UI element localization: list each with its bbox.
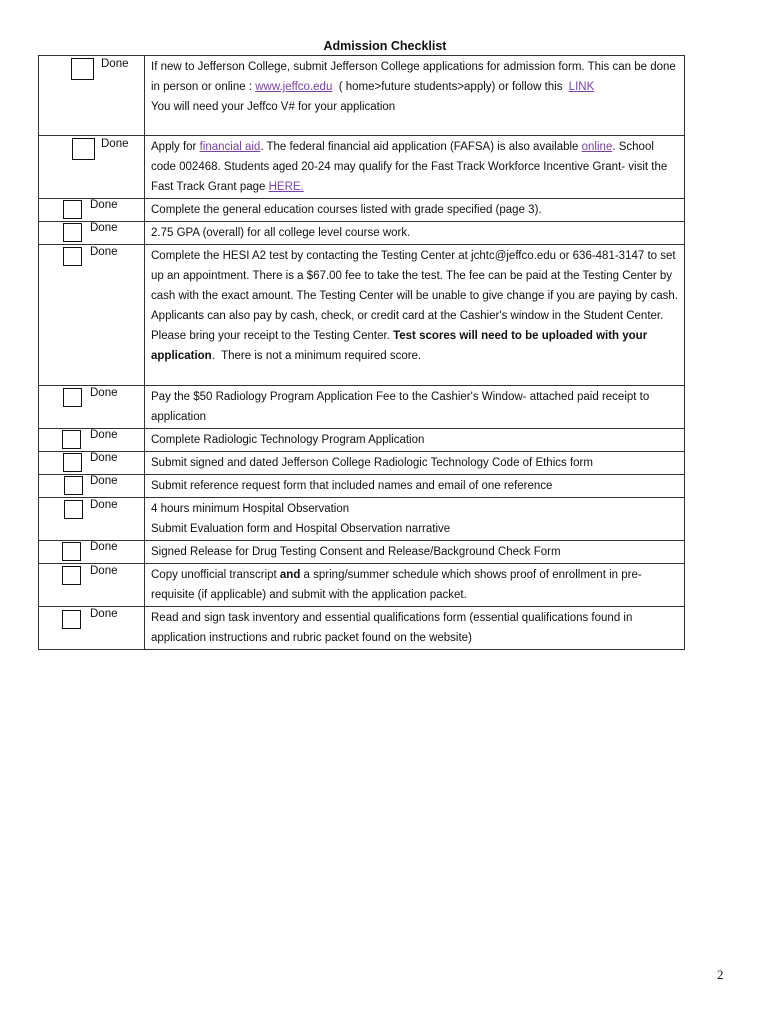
done-label: Done — [90, 387, 118, 399]
checkbox[interactable] — [63, 223, 82, 242]
jeffco-website-link[interactable]: www.jeffco.edu — [255, 81, 333, 93]
done-label: Done — [90, 608, 118, 620]
item-description: Pay the $50 Radiology Program Application Fee to the Cashier's Window- attached paid receipt to application — [145, 386, 685, 429]
checkbox[interactable] — [63, 453, 82, 472]
item-description: Complete Radiologic Technology Program Application — [145, 429, 685, 452]
item-description: Complete the HESI A2 test by contacting the Testing Center at jchtc@jeffco.edu or 636-481-3147 to set up an appointment. There is a $67.00 fee to take the test. The fee can be paid at the Testing Center by cash with the exact amount. The Testing Center will be unable to give change if you are paying by cash. Applicants can also pay by cash, check, or credit card at the Cashier's window in the Student Center. Please bring your receipt to the Testing Center. Test scores will need to be uploaded with your application. There is not a minimum required score. — [145, 245, 685, 386]
item-description: Complete the general education courses listed with grade specified (page 3). — [145, 199, 685, 222]
checkbox[interactable] — [71, 58, 94, 80]
item-description: If new to Jefferson College, submit Jefferson College applications for admission form. This can be done in person or online : www.jeffco.edu ( home>future students>apply) or follow this LINK You will need your Jeffco V# for your application — [145, 56, 685, 136]
table-row — [39, 222, 685, 245]
done-label: Done — [90, 246, 118, 258]
fafsa-online-link[interactable]: online — [581, 141, 613, 153]
checkbox[interactable] — [62, 566, 81, 585]
page-number: 2 — [717, 967, 724, 982]
done-label: Done — [90, 429, 118, 441]
page-title: Admission Checklist — [323, 39, 447, 53]
table-row — [39, 56, 685, 136]
done-label: Done — [101, 58, 129, 70]
checkbox[interactable] — [63, 388, 82, 407]
fast-track-grant-link[interactable]: HERE. — [268, 181, 304, 193]
table-row — [39, 136, 685, 199]
done-label: Done — [101, 138, 129, 150]
checkbox[interactable] — [63, 200, 82, 219]
table-row — [39, 245, 685, 386]
done-label: Done — [90, 541, 118, 553]
item-description: 4 hours minimum Hospital Observation Submit Evaluation form and Hospital Observation narrative — [145, 498, 685, 541]
done-label: Done — [90, 565, 118, 577]
table-row — [39, 475, 685, 498]
table-row — [39, 429, 685, 452]
table-row — [39, 386, 685, 429]
checkbox[interactable] — [64, 500, 83, 519]
application-link[interactable]: LINK — [568, 81, 595, 93]
financial-aid-link[interactable]: financial aid — [199, 141, 261, 153]
done-label: Done — [90, 499, 118, 511]
checkbox[interactable] — [62, 430, 81, 449]
table-row — [39, 199, 685, 222]
done-label: Done — [90, 222, 118, 234]
checkbox[interactable] — [63, 247, 82, 266]
done-label: Done — [90, 199, 118, 211]
done-label: Done — [90, 475, 118, 487]
checkbox[interactable] — [72, 138, 95, 160]
item-description: Read and sign task inventory and essential qualifications form (essential qualifications found in application instructions and rubric packet found on the website) — [145, 607, 685, 650]
item-description: Submit reference request form that included names and email of one reference — [145, 475, 685, 498]
checkbox[interactable] — [62, 610, 81, 629]
item-description: 2.75 GPA (overall) for all college level course work. — [145, 222, 685, 245]
checkbox[interactable] — [64, 476, 83, 495]
item-description: Copy unofficial transcript and a spring/summer schedule which shows proof of enrollment in pre-requisite (if applicable) and submit with the application packet. — [145, 564, 685, 607]
table-row — [39, 498, 685, 541]
admission-checklist-table — [38, 55, 685, 650]
item-description: Signed Release for Drug Testing Consent and Release/Background Check Form — [145, 541, 685, 564]
done-label: Done — [90, 452, 118, 464]
table-row — [39, 452, 685, 475]
item-description: Apply for financial aid. The federal financial aid application (FAFSA) is also available online. School code 002468. Students aged 20-24 may qualify for the Fast Track Workforce Incentive Grant- visit the Fast Track Grant page HERE. — [145, 136, 685, 199]
table-row — [39, 564, 685, 607]
item-description: Submit signed and dated Jefferson College Radiologic Technology Code of Ethics form — [145, 452, 685, 475]
table-row — [39, 607, 685, 650]
checkbox[interactable] — [62, 542, 81, 561]
table-row — [39, 541, 685, 564]
